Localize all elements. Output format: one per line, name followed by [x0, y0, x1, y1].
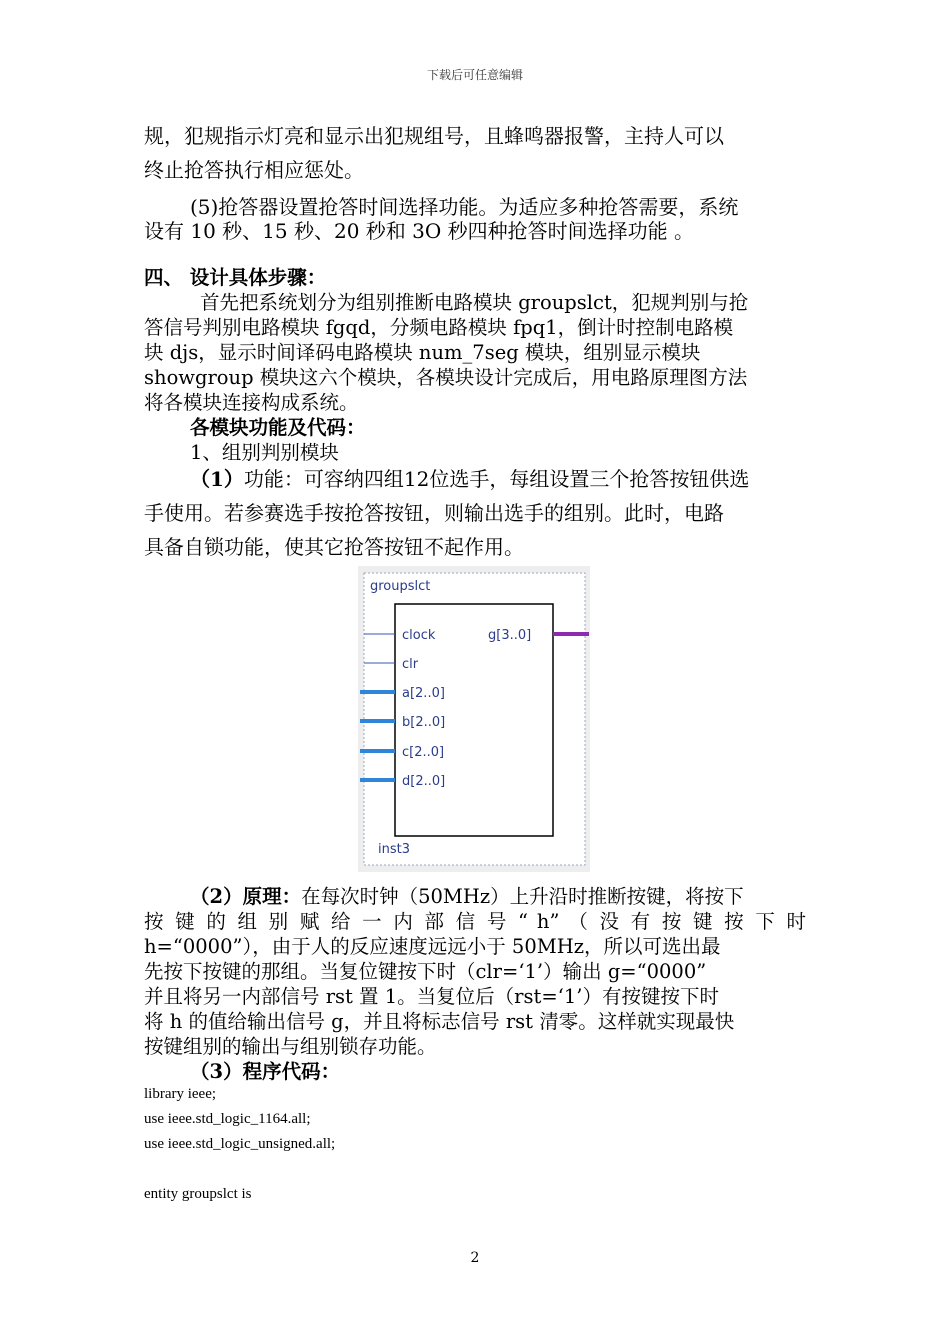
code-heading: （3）程序代码： [190, 1060, 341, 1083]
principle-line7: 按键组别的输出与组别锁存功能。 [144, 1035, 437, 1058]
para3-line5: 将各模块连接构成系统。 [144, 391, 359, 414]
para3-line4: showgroup 模块这六个模块，各模块设计完成后，用电路原理图方法 [144, 366, 748, 389]
section-heading: 四、 设计具体步骤： [144, 266, 327, 289]
instance-name: inst3 [378, 842, 410, 857]
function-line2: 手使用。若参赛选手按抢答按钮，则输出选手的组别。此时，电路 [144, 501, 724, 525]
para3-line1: 首先把系统划分为组别推断电路模块 groupslct，犯规判别与抢 [200, 291, 749, 314]
pin-clr: clr [402, 657, 419, 672]
module-name: groupslct [370, 579, 431, 594]
code-line-1: library ieee; [144, 1086, 217, 1102]
principle-line6: 将 h 的值给输出信号 g，并且将标志信号 rst 清零。这样就实现最快 [144, 1010, 735, 1033]
code-line-5: entity groupslct is [144, 1186, 252, 1202]
groupslct-block-diagram [358, 566, 590, 872]
code-line-3: use ieee.std_logic_unsigned.all; [144, 1136, 336, 1152]
code-line-2: use ieee.std_logic_1164.all; [144, 1111, 311, 1127]
pin-a: a[2..0] [402, 686, 445, 701]
principle-line3: h=“0000”），由于人的反应速度远远小于 50MHz，所以可选出最 [144, 935, 721, 958]
para1-line1: 规，犯规指示灯亮和显示出犯规组号，且蜂鸣器报警，主持人可以 [144, 124, 724, 148]
page-header: 下载后可任意编辑 [426, 68, 523, 82]
function-label: （1） [190, 467, 244, 491]
pin-c: c[2..0] [402, 745, 445, 760]
principle-line2: 按 键 的 组 别 赋 给 一 内 部 信 号 “ h” （ 没 有 按 键 按 下 时 [144, 910, 806, 933]
pin-b: b[2..0] [402, 715, 446, 730]
modules-heading: 各模块功能及代码： [190, 416, 366, 439]
principle-line4: 先按下按键的那组。当复位键按下时（clr=‘1’）输出 g=“0000” [144, 960, 707, 983]
principle-label: （2）原理： [190, 885, 302, 908]
page-number: 2 [470, 1250, 480, 1266]
principle-line5: 并且将另一内部信号 rst 置 1。当复位后（rst=‘1’）有按键按下时 [144, 985, 719, 1008]
principle-line1 [190, 884, 744, 910]
pin-g: g[3..0] [488, 628, 532, 643]
para2-line2: 设有 10 秒、15 秒、20 秒和 3O 秒四种抢答时间选择功能 。 [144, 219, 694, 243]
para1-line2: 终止抢答执行相应惩处。 [144, 158, 364, 182]
function-line1 [190, 462, 749, 496]
pin-clock: clock [402, 628, 436, 643]
function-line3: 具备自锁功能，使其它抢答按钮不起作用。 [144, 535, 524, 559]
principle-text-1: 在每次时钟（50MHz）上升沿时推断按键，将按下 [301, 885, 744, 908]
pin-d: d[2..0] [402, 774, 446, 789]
module1-title: 1、组别判别模块 [190, 441, 339, 464]
function-text-1: 功能：可容纳四组12位选手，每组设置三个抢答按钮供选 [243, 467, 750, 491]
para3-line2: 答信号判别电路模块 fgqd，分频电路模块 fpq1，倒计时控制电路模 [144, 316, 734, 339]
para2-line1: (5)抢答器设置抢答时间选择功能。为适应多种抢答需要，系统 [190, 195, 739, 219]
para3-line3: 块 djs，显示时间译码电路模块 num_7seg 模块，组别显示模块 [144, 341, 701, 364]
